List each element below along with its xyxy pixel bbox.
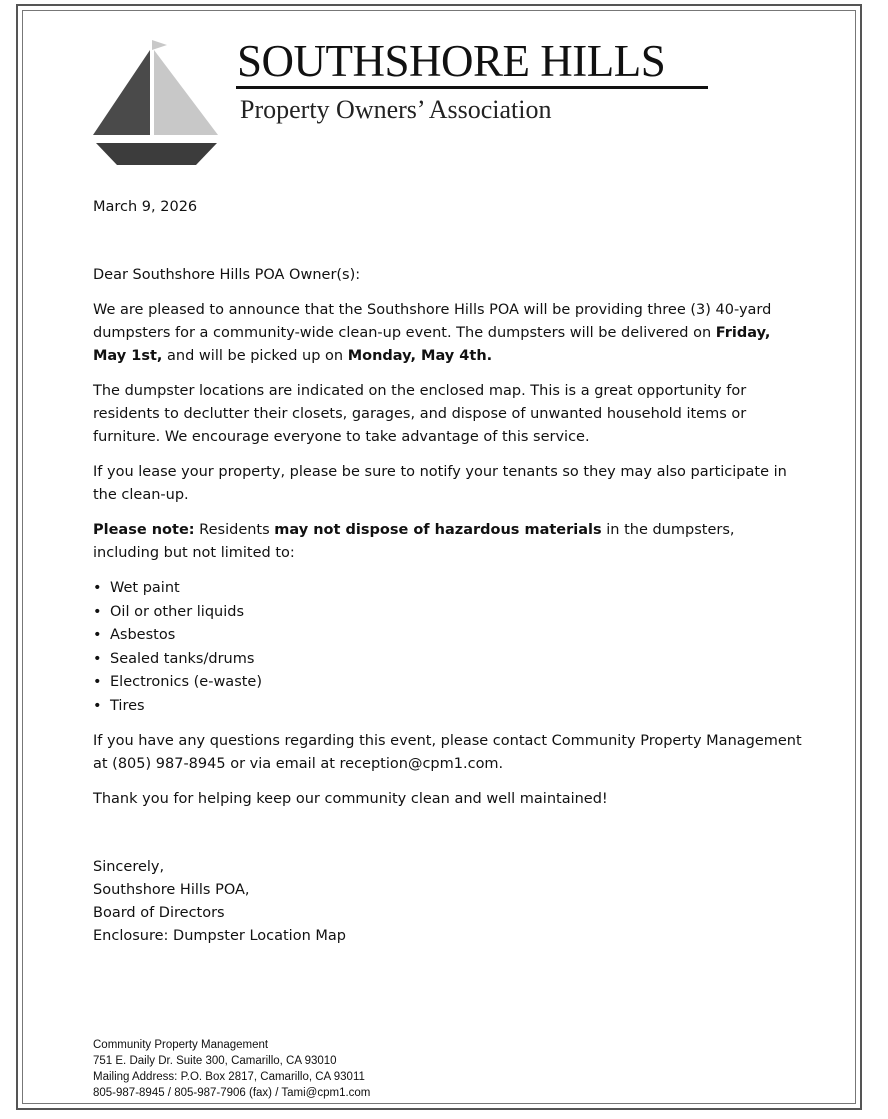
paragraph-thanks: Thank you for helping keep our community clean and well maintained! <box>93 791 608 807</box>
p4-text-d: in the dumpsters, including but not limited to: <box>93 522 735 561</box>
signature-block <box>93 856 803 948</box>
footer-line: 751 E. Daily Dr. Suite 300, Camarillo, CA 93010 <box>93 1055 337 1067</box>
p4-text-b: Residents <box>194 522 275 538</box>
title-rule <box>236 86 708 89</box>
closing: Sincerely, <box>93 859 165 875</box>
footer-line: Community Property Management <box>93 1039 269 1051</box>
list-item: • Oil or other liquids <box>110 601 803 625</box>
hull <box>96 143 217 165</box>
right-sail <box>154 50 218 135</box>
letter-date: March 9, 2026 <box>93 199 198 215</box>
sailboat-icon <box>93 38 221 168</box>
pickup-date: Monday, May 4th. <box>347 348 493 364</box>
signer: Southshore Hills POA, <box>93 882 250 898</box>
hazard-list <box>93 577 803 718</box>
paragraph-contact: If you have any questions regarding this event, please contact Community Property Management at (805) 987-8945 or via email at reception@cpm1.com. <box>93 733 802 772</box>
org-subtitle: Property Owners’ Association <box>240 95 552 124</box>
p1-text-a: We are pleased to announce that the Southshore Hills POA will be providing three (3) 40-yard dumpsters for a community-wide clean-up event. The dumpsters will be delivered on <box>93 302 772 341</box>
paragraph-tenants: If you lease your property, please be sure to notify your tenants so they may also participate in the clean-up. <box>93 464 787 503</box>
list-item: • Electronics (e-waste) <box>110 671 803 695</box>
board-line: Board of Directors <box>93 905 225 921</box>
list-item: • Tires <box>110 695 803 719</box>
paragraph-locations: The dumpster locations are indicated on the enclosed map. This is a great opportunity for residents to declutter their closets, garages, and dispose of unwanted household items or furniture. We encourage everyone to take advantage of this service. <box>93 383 747 445</box>
paragraph-note <box>93 519 803 565</box>
list-item: • Wet paint <box>110 577 803 601</box>
salutation: Dear Southshore Hills POA Owner(s): <box>93 267 361 283</box>
paragraph-announcement <box>93 299 803 368</box>
list-item: • Asbestos <box>110 624 803 648</box>
enclosure-line: Enclosure: Dumpster Location Map <box>93 928 346 944</box>
delivery-date: Friday, May 1st, <box>93 325 771 364</box>
footer-line: 805-987-8945 / 805-987-7906 (fax) / Tami@cpm1.com <box>93 1087 371 1099</box>
hazard-warning: may not dispose of hazardous materials <box>274 522 602 538</box>
list-item: • Sealed tanks/drums <box>110 648 803 672</box>
left-sail <box>93 50 150 135</box>
org-name: SOUTHSHORE HILLS <box>237 36 666 86</box>
letter-body <box>93 196 803 948</box>
note-label: Please note: <box>93 522 195 538</box>
flag-icon <box>152 40 167 50</box>
footer-address <box>93 1037 370 1101</box>
footer-line: Mailing Address: P.O. Box 2817, Camarillo, CA 93011 <box>93 1071 365 1083</box>
p1-text-c: and will be picked up on <box>162 348 348 364</box>
